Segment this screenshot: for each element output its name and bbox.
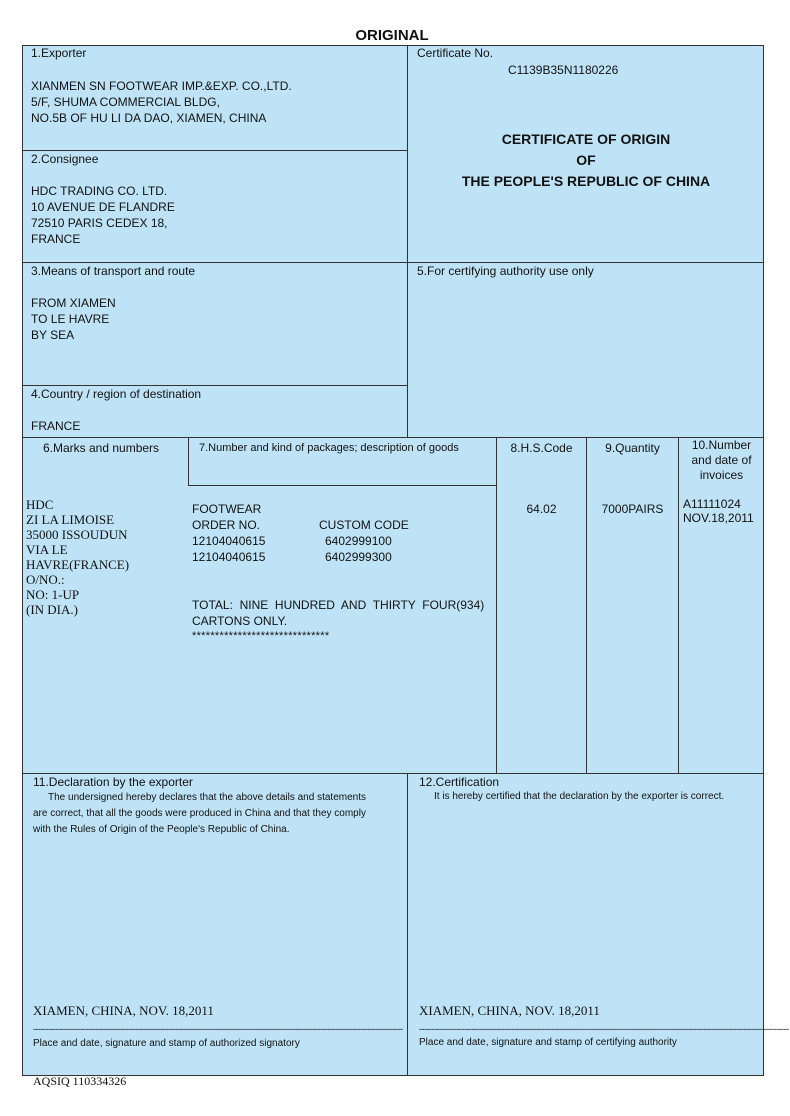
invoice-number: A11111024 xyxy=(683,497,741,511)
consignee-line: FRANCE xyxy=(31,232,81,246)
transport-label: 3.Means of transport and route xyxy=(31,264,196,278)
exporter-line: XIANMEN SN FOOTWEAR IMP.&EXP. CO.,LTD. xyxy=(31,79,292,93)
certificate-title: OF xyxy=(576,152,596,168)
divider xyxy=(188,485,496,486)
declaration-place-date: XIAMEN, CHINA, NOV. 18,2011 xyxy=(33,1003,214,1018)
consignee-line: 72510 PARIS CEDEX 18, xyxy=(31,216,168,230)
marks-header: 6.Marks and numbers xyxy=(43,441,160,455)
declaration-label: 11.Declaration by the exporter xyxy=(33,775,193,789)
quantity-value: 7000PAIRS xyxy=(601,502,664,516)
certificate-no-value: C1139B35N1180226 xyxy=(508,63,619,77)
invoices-header: 10.Number xyxy=(691,438,752,452)
declaration-text: with the Rules of Origin of the People's Republic of China. xyxy=(33,824,290,835)
invoices-header: and date of xyxy=(691,453,752,467)
order-number: 12104040615 xyxy=(192,534,266,548)
marks-line: HAVRE(FRANCE) xyxy=(26,557,130,572)
order-no-label: ORDER NO. xyxy=(192,518,261,532)
custom-code: 6402999300 xyxy=(325,550,392,564)
marks-line: ZI LA LIMOISE xyxy=(26,512,115,527)
divider xyxy=(407,773,408,1076)
certificate-title: THE PEOPLE'S REPUBLIC OF CHINA xyxy=(461,173,711,189)
custom-code-label: CUSTOM CODE xyxy=(319,518,409,532)
divider xyxy=(496,437,497,773)
consignee-line: 10 AVENUE DE FLANDRE xyxy=(31,200,175,214)
marks-line: VIA LE xyxy=(26,542,68,557)
divider xyxy=(22,437,764,438)
consignee-label: 2.Consignee xyxy=(31,152,99,166)
original-heading: ORIGINAL xyxy=(355,27,429,44)
aqsiq-code: AQSIQ 110334326 xyxy=(33,1074,127,1088)
goods-description: FOOTWEAR xyxy=(192,502,262,516)
exporter-label: 1.Exporter xyxy=(31,46,87,60)
custom-code: 6402999100 xyxy=(325,534,392,548)
marks-line: 35000 ISSOUDUN xyxy=(26,527,128,542)
packages-header: 7.Number and kind of packages; description of goods xyxy=(199,442,459,454)
certification-signature-caption: Place and date, signature and stamp of certifying authority xyxy=(419,1037,677,1048)
invoice-date: NOV.18,2011 xyxy=(683,511,754,525)
declaration-signature-caption: Place and date, signature and stamp of authorized signatory xyxy=(33,1038,300,1049)
exporter-line: NO.5B OF HU LI DA DAO, XIAMEN, CHINA xyxy=(31,111,267,125)
transport-line: TO LE HAVRE xyxy=(31,312,110,326)
marks-line: O/NO.: xyxy=(26,572,65,587)
divider xyxy=(678,437,679,773)
total-line: TOTAL: NINE HUNDRED AND THIRTY FOUR(934) xyxy=(192,598,485,612)
signature-line: ---------------------------------------------------------------------------------------------------------------------------------------------------- xyxy=(33,1024,403,1034)
transport-line: BY SEA xyxy=(31,328,75,342)
certificate-no-label: Certificate No. xyxy=(417,46,494,60)
marks-line: HDC xyxy=(26,497,54,512)
marks-line: NO: 1-UP xyxy=(26,587,80,602)
invoices-header: invoices xyxy=(699,468,744,482)
divider xyxy=(188,437,189,485)
certification-place-date: XIAMEN, CHINA, NOV. 18,2011 xyxy=(419,1003,600,1018)
total-line: CARTONS ONLY. xyxy=(192,614,288,628)
certification-text: It is hereby certified that the declaration by the exporter is correct. xyxy=(434,791,725,802)
destination-label: 4.Country / region of destination xyxy=(31,387,202,401)
certificate-title: CERTIFICATE OF ORIGIN xyxy=(501,131,671,147)
exporter-line: 5/F, SHUMA COMMERCIAL BLDG, xyxy=(31,95,220,109)
hs-code-value: 64.02 xyxy=(526,502,557,516)
transport-line: FROM XIAMEN xyxy=(31,296,116,310)
destination-value: FRANCE xyxy=(31,419,81,433)
consignee-line: HDC TRADING CO. LTD. xyxy=(31,184,168,198)
authority-label: 5.For certifying authority use only xyxy=(417,264,594,278)
divider xyxy=(586,437,587,773)
declaration-text: The undersigned hereby declares that the above details and statements xyxy=(48,792,366,803)
certification-label: 12.Certification xyxy=(419,775,500,789)
declaration-text: are correct, that all the goods were produced in China and that they comply xyxy=(33,808,366,819)
stars-line: ****************************** xyxy=(192,630,330,642)
order-number: 12104040615 xyxy=(192,550,266,564)
signature-line: ---------------------------------------------------------------------------------------------------------------------------------------------------- xyxy=(419,1024,789,1034)
quantity-header: 9.Quantity xyxy=(605,441,660,455)
divider xyxy=(407,45,408,438)
hs-code-header: 8.H.S.Code xyxy=(510,441,573,455)
marks-line: (IN DIA.) xyxy=(26,602,78,617)
